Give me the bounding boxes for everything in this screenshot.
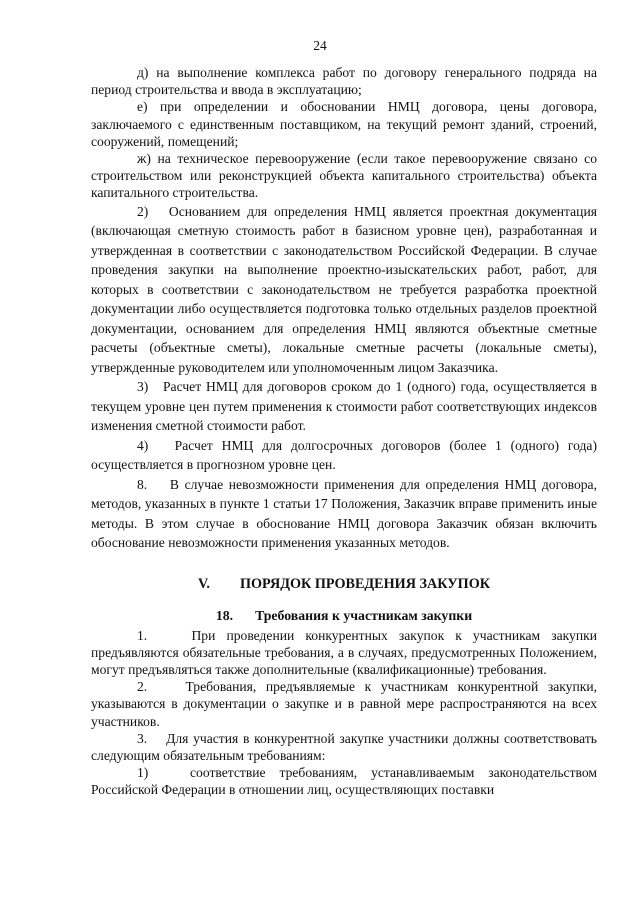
section-heading: [91, 575, 597, 593]
paragraph-point-3: 3) Расчет НМЦ для договоров сроком до 1 (одного) года, осуществляется в текущем уровне цен путем применения к стоимости работ соответствующих индексов изменения сметной стоимости работ.: [91, 379, 597, 434]
paragraph-point-4: 4) Расчет НМЦ для долгосрочных договоров (более 1 (одного) года) осуществляется в прогнозном уровне цен.: [91, 437, 597, 473]
section-number: V.: [197, 575, 210, 592]
paragraph-subitem-1: 1) соответствие требованиям, устанавливаемым законодательством Российской Федерации в отношении лиц, осуществляющих поставки: [91, 765, 597, 798]
paragraph-item-d: д) на выполнение комплекса работ по договору генерального подряда на период строительства и ввода в эксплуатацию;: [91, 65, 597, 98]
paragraph-item-e: е) при определении и обосновании НМЦ договора, цены договора, заключаемого с единственным поставщиком, на текущий ремонт зданий, строений, сооружений, помещений;: [91, 99, 597, 149]
section-title: ПОРЯДОК ПРОВЕДЕНИЯ ЗАКУПОК: [239, 575, 491, 592]
article-number: 18.: [215, 607, 234, 623]
paragraph-requirement-2: 2. Требования, предъявляемые к участникам конкурентной закупки, указываются в документации о закупке и в равной мере распространяются на всех участников.: [91, 679, 597, 729]
paragraph-requirement-3: 3. Для участия в конкурентной закупке участники должны соответствовать следующим обязательным требованиям:: [91, 730, 597, 764]
page-number: 24: [313, 38, 327, 53]
paragraph-point-2: 2) Основанием для определения НМЦ является проектная документация (включающая сметную стоимость работ в базисном уровне цен), разработанная и утвержденная в соответствии с законодательством Российской Федерации. В случае проведения закупки на выполнение проектно-изыскательских работ, работ, для которых в соответствии с законодательством не требуется разработка проектной документации либо осуществляется подготовка только отдельных разделов проектной документации, основанием для определения НМЦ являются объектные сметные расчеты (объектные сметы), локальные сметные расчеты (локальные сметы), утвержденные руководителем или уполномоченным лицом Заказчика.: [91, 203, 597, 375]
paragraph-clause-8: 8. В случае невозможности применения для определения НМЦ договора, методов, указанных в пункте 1 статьи 17 Положения, Заказчик вправе применить иные методы. В этом случае в обоснование НМЦ договора Заказчик обязан включить обоснование невозможности применения указанных методов.: [91, 476, 597, 551]
paragraph-requirement-1: 1. При проведении конкурентных закупок к участникам закупки предъявляются обязательные требования, а в случаях, предусмотренных Положением, могут предъявляться также дополнительные (квалификационные) требования.: [91, 627, 597, 678]
paragraph-item-zh: ж) на техническое перевооружение (если такое перевооружение связано со строительством или реконструкцией объекта капитального строительства) объекта капитального строительства.: [91, 151, 597, 201]
article-title: Требования к участникам закупки: [255, 607, 473, 623]
article-heading: [91, 607, 597, 625]
document-body: [91, 64, 597, 799]
